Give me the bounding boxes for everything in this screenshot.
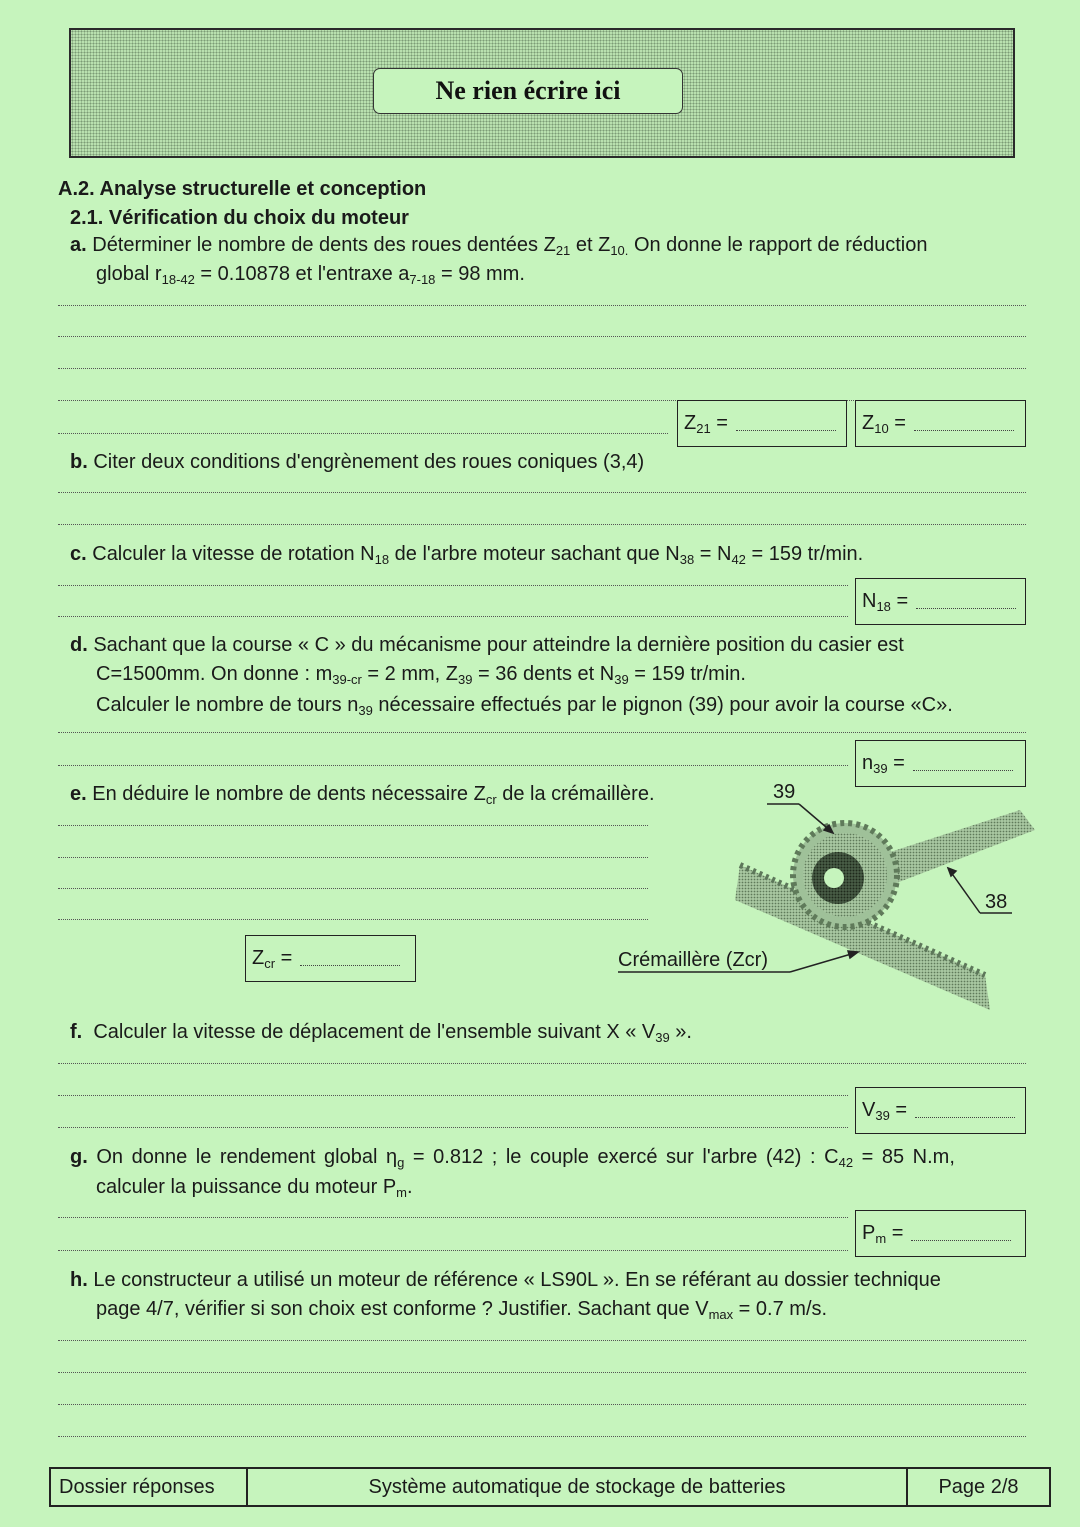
answer-line[interactable] [58, 616, 848, 617]
question-b: b. Citer deux conditions d'engrènement des roues coniques (3,4) [70, 451, 645, 473]
answer-line[interactable] [58, 492, 1026, 493]
answer-box-n18[interactable]: $N_{18}$ = [855, 578, 1026, 625]
question-h: h. Le constructeur a utilisé un moteur de référence « LS90L ». En se référant au dossier technique [70, 1269, 941, 1291]
answer-line[interactable] [58, 433, 668, 434]
section-title: A.2. Analyse structurelle et conception [58, 178, 427, 200]
question-a: a. Déterminer le nombre de dents des roues dentées $Z_{21}$ et $Z_{10.}$ On donne le rapport de réduction [70, 234, 928, 258]
label-rack: Crémaillère (Zcr) [618, 949, 768, 971]
answer-line[interactable] [58, 919, 648, 920]
z10-label: $Z_{10}$ = [862, 412, 906, 436]
answer-line[interactable] [58, 368, 1026, 369]
question-h-line2: page 4/7, vérifier si son choix est conforme ? Justifier. Sachant que $V_{max} = 0.7$ m/s. [96, 1298, 828, 1322]
answer-line[interactable] [58, 585, 848, 586]
question-g-line2: calculer la puissance du moteur $P_m$. [96, 1176, 413, 1200]
answer-line[interactable] [58, 305, 1026, 306]
answer-line[interactable] [58, 524, 1026, 525]
answer-line[interactable] [58, 1217, 848, 1218]
question-c: c. Calculer la vitesse de rotation $N_{18}$ de l'arbre moteur sachant que $N_{38} = N_{42} = 159$ tr/min. [70, 543, 864, 567]
question-d: d. Sachant que la course « C » du mécanisme pour atteindre la dernière position du casier est [70, 634, 904, 656]
answer-line[interactable] [58, 1404, 1026, 1405]
no-write-label: Ne rien écrire ici [373, 68, 683, 114]
answer-line[interactable] [58, 825, 648, 826]
label-38: 38 [985, 891, 1008, 913]
rack-pinion-figure [600, 770, 1050, 1030]
answer-line[interactable] [58, 1340, 1026, 1341]
answer-line[interactable] [58, 1095, 848, 1096]
answer-line[interactable] [58, 732, 1026, 733]
pinion-39 [793, 823, 897, 927]
question-e: e. En déduire le nombre de dents nécessaire $Z_{cr}$ de la crémaillère. [70, 783, 655, 807]
answer-line[interactable] [58, 857, 648, 858]
answer-line[interactable] [58, 1250, 848, 1251]
question-a-line2: global $r_{18-42} = 0.10878$ et l'entraxe $a_{7-18} = 98$ mm. [96, 263, 525, 287]
footer-page: Page 2/8 [938, 1475, 1019, 1498]
answer-line[interactable] [58, 336, 1026, 337]
answer-line[interactable] [58, 888, 648, 889]
footer-doc-type: Dossier réponses [51, 1469, 248, 1505]
answer-box-z10[interactable] [855, 400, 1026, 447]
answer-line[interactable] [58, 1372, 1026, 1373]
question-d-line3: Calculer le nombre de tours $n_{39}$ nécessaire effectués par le pignon (39) pour avoir la course «C». [96, 694, 953, 718]
answer-box-zcr[interactable]: $Z_{cr}$ = [245, 935, 416, 982]
label-39: 39 [773, 781, 796, 803]
answer-box-z21[interactable] [677, 400, 847, 447]
answer-box-pm[interactable]: $P_m$ = [855, 1210, 1026, 1257]
footer [49, 1467, 1051, 1507]
answer-line[interactable] [58, 765, 848, 766]
answer-box-n39[interactable]: $n_{39}$ = [855, 740, 1026, 787]
answer-line[interactable] [58, 1127, 848, 1128]
z21-label: $Z_{21}$ = [684, 412, 728, 436]
question-g: g. On donne le rendement global $\eta_g = 0.812$ ; le couple exercé sur l'arbre (42) : $C_{42} = 85$ N.m, [70, 1146, 955, 1170]
footer-title: Système automatique de stockage de batteries [248, 1469, 908, 1505]
question-f: f. Calculer la vitesse de déplacement de l'ensemble suivant X « $V_{39}$ ». [70, 1021, 692, 1045]
subsection-title: 2.1. Vérification du choix du moteur [70, 207, 409, 229]
answer-box-v39[interactable]: $V_{39}$ = [855, 1087, 1026, 1134]
answer-line[interactable] [58, 1436, 1026, 1437]
question-d-line2: C=1500mm. On donne : $m_{39-cr} = 2$ mm, $Z_{39} = 36$ dents et $N_{39} = 159$ tr/min. [96, 663, 746, 687]
answer-line[interactable] [58, 1063, 1026, 1064]
